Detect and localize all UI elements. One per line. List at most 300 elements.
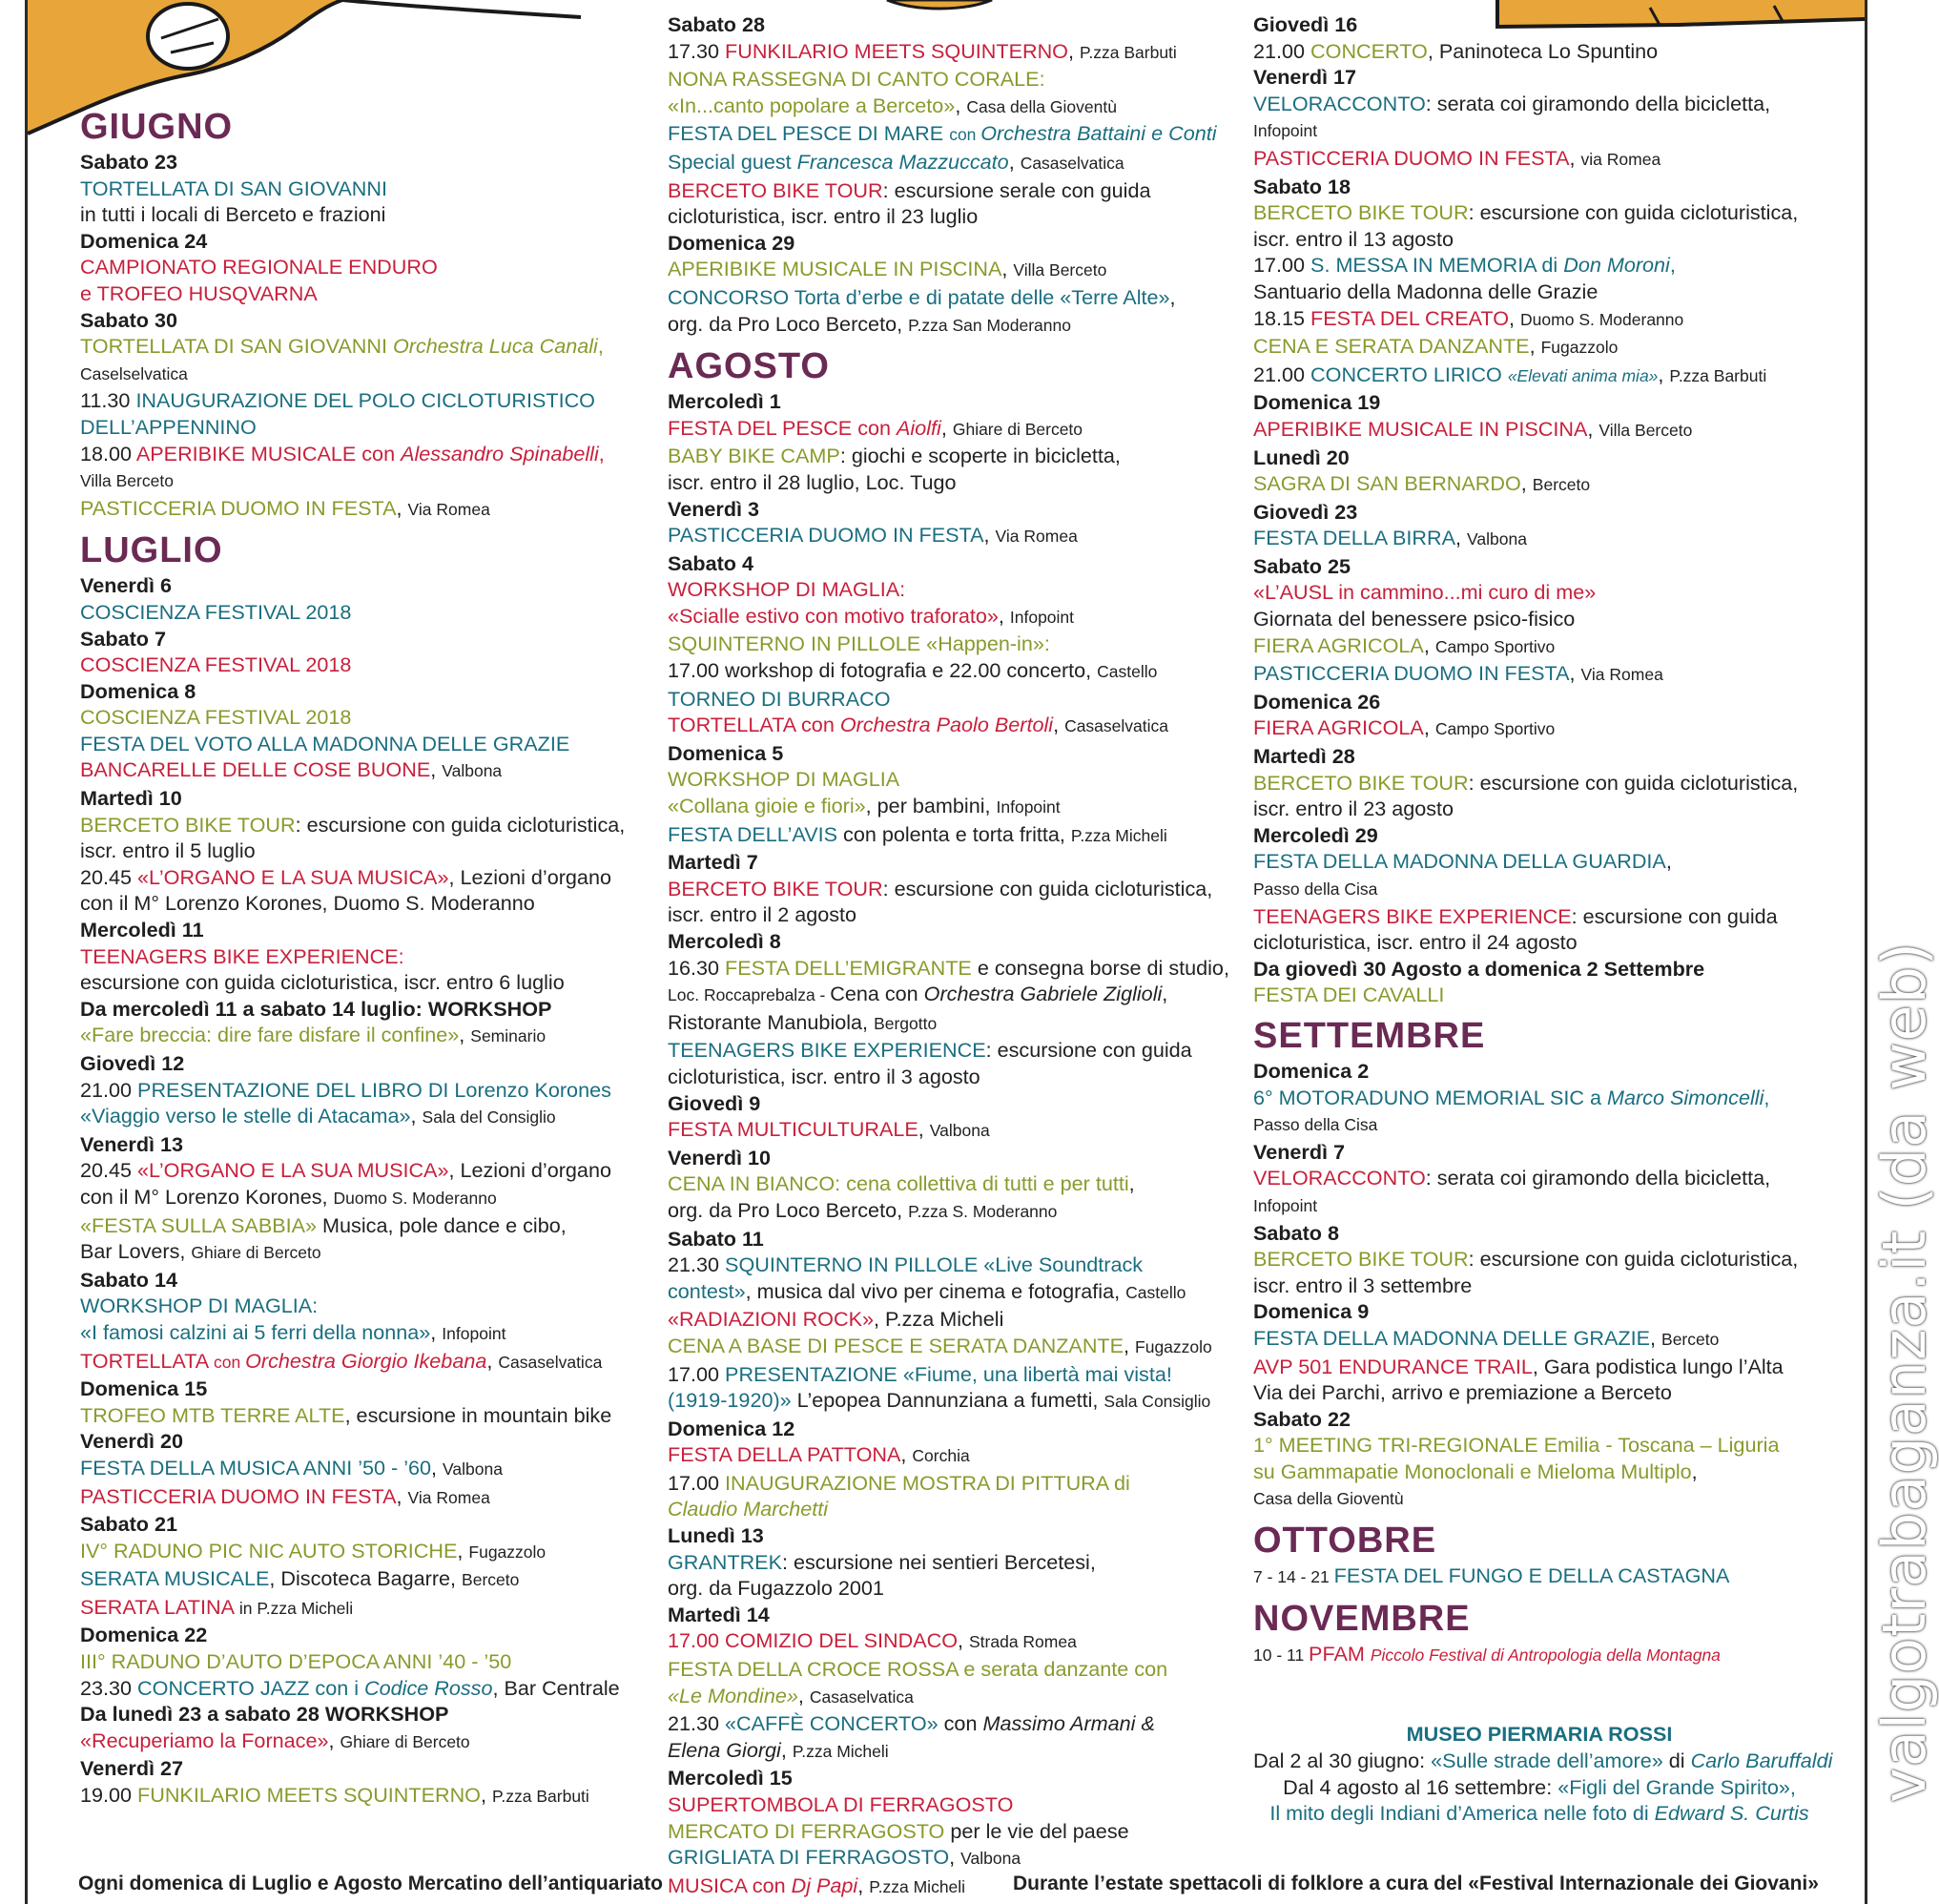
event-text: Castello (1097, 662, 1158, 682)
event-text: , (918, 1117, 930, 1142)
event-text: contest» (668, 1278, 746, 1303)
event-text: , (1423, 715, 1435, 740)
event-line (1253, 416, 1826, 445)
event-text: , (1008, 149, 1021, 174)
event-text: DELL’APPENNINO (80, 414, 257, 439)
event-date: Domenica 15 (80, 1376, 208, 1401)
event-line (668, 1009, 1240, 1038)
event-text: «FESTA SULLA SABBIA» (80, 1212, 318, 1237)
event-text: CONCERTO (1310, 38, 1428, 63)
event-text: : escursione con guida (985, 1038, 1192, 1063)
event-date: Venerdì 20 (80, 1429, 184, 1454)
event-text: P.zza Micheli (1070, 825, 1167, 845)
event-text: FUNKILARIO MEETS SQUINTERNO (725, 38, 1068, 63)
event-text: Aiolfi (897, 415, 941, 440)
event-line (668, 1170, 1240, 1197)
event-text: , (955, 93, 967, 117)
event-text: Casaselvatica (498, 1352, 603, 1372)
event-text: APERIBIKE MUSICALE IN PISCINA (1253, 416, 1588, 441)
event-text: FESTA DELLA CROCE ROSSA e serata danzante con (668, 1657, 1168, 1682)
event-text: Duomo S. Moderanno (1520, 309, 1684, 329)
event-line (668, 1037, 1240, 1064)
event-text: in P.zza Micheli (235, 1598, 354, 1618)
event-line (668, 66, 1240, 93)
event-text: , (396, 1483, 408, 1508)
event-line (80, 599, 652, 626)
event-text: , (1001, 257, 1014, 281)
event-text: Passo della Cisa (1253, 1115, 1378, 1135)
event-text: 1° MEETING TRI-REGIONALE Emilia - Toscana – Liguria (1253, 1433, 1780, 1458)
event-line (80, 731, 652, 757)
event-text: Alessandro Spinabelli (401, 441, 599, 466)
event-line (1253, 1354, 1826, 1380)
event-text: , (1455, 526, 1468, 550)
event-text: TORTELLATA (80, 1348, 215, 1373)
event-line (80, 838, 652, 864)
event-date: Mercoledì 29 (1253, 822, 1378, 847)
event-text: «Viaggio verso le stelle di Atacama» (80, 1104, 411, 1128)
event-text: TEENAGERS BIKE EXPERIENCE (1253, 903, 1572, 928)
event-text: Dal 2 al 30 giugno: (1253, 1749, 1432, 1773)
event-text: , (430, 1319, 443, 1344)
event-text: , Lezioni d’organo (448, 1158, 611, 1183)
event-text: org. da Pro Loco Berceto, (668, 1197, 909, 1222)
event-line (668, 1470, 1240, 1497)
event-text: Piccolo Festival di Antropologia della Montagna (1370, 1645, 1721, 1665)
event-text: , (457, 1538, 469, 1563)
event-text: Caselselvatica (80, 363, 188, 383)
event-text: , (1650, 1325, 1662, 1350)
event-text: Villa Berceto (80, 471, 174, 491)
event-text: Duomo S. Moderanno (333, 1188, 497, 1208)
event-line (668, 821, 1240, 850)
event-text: Santuario della Madonna delle Grazie (1253, 279, 1599, 303)
event-line (1253, 145, 1826, 174)
event-line (80, 756, 652, 785)
event-text: Loc. Roccaprebalza - (668, 985, 831, 1005)
event-date: Venerdì 13 (80, 1131, 184, 1156)
event-line (668, 1278, 1240, 1307)
event-line (80, 414, 652, 441)
event-line (668, 1306, 1240, 1333)
month-heading: AGOSTO (668, 346, 830, 387)
event-text: «Figli del Grande Spirito», (1557, 1774, 1796, 1799)
event-text: BERCETO BIKE TOUR (1253, 1247, 1469, 1272)
event-text: MERCATO DI FERRAGOSTO (668, 1818, 945, 1843)
event-line (1253, 362, 1826, 390)
event-date: Mercoledì 1 (668, 389, 781, 414)
event-line (80, 1483, 652, 1512)
event-line (668, 576, 1240, 603)
event-text: Orchestra Luca Canali (393, 334, 598, 359)
event-line (1253, 1273, 1826, 1299)
event-line (668, 443, 1240, 469)
event-line (668, 603, 1240, 631)
event-text: III° RADUNO D’AUTO D’EPOCA ANNI ’40 - ’50 (80, 1649, 512, 1674)
event-text: , (480, 1783, 492, 1808)
event-text: iscr. entro il 23 agosto (1253, 797, 1454, 821)
event-text: FIERA AGRICOLA (1253, 715, 1424, 740)
event-text: TEENAGERS BIKE EXPERIENCE (668, 1038, 986, 1063)
event-date: Venerdì 10 (668, 1145, 772, 1169)
event-text: Orchestra Giorgio Ikebana (245, 1348, 487, 1373)
event-text: P.zza Barbuti (1079, 42, 1177, 62)
watermark: valgotrabaganza.it (da web) (1869, 941, 1939, 1803)
event-date: Domenica 19 (1253, 390, 1381, 415)
event-line (80, 1348, 652, 1376)
event-text: escursione con guida cicloturistica, iscr. entro 6 luglio (80, 970, 565, 995)
event-text: , (940, 415, 953, 440)
event-text: 20.45 (80, 1158, 138, 1183)
event-text: FESTA DELLA MADONNA DELLA GUARDIA (1253, 849, 1666, 874)
event-line (80, 1293, 652, 1319)
event-line (1253, 333, 1826, 362)
event-line (80, 864, 652, 891)
event-text: Special guest (668, 149, 797, 174)
event-date: Giovedì 9 (668, 1090, 761, 1115)
event-text: «L’AUSL in cammino...mi curo di me» (1253, 580, 1597, 605)
column-3 (1253, 11, 1833, 1827)
event-line (1253, 579, 1826, 606)
event-line (668, 177, 1240, 204)
event-text: , (1658, 362, 1670, 386)
event-text: PFAM (1309, 1641, 1371, 1666)
event-line (668, 1844, 1240, 1873)
event-text: CENA E SERATA DANZANTE (1253, 334, 1530, 359)
event-date: Venerdì 3 (668, 496, 760, 521)
event-date: Da mercoledì 11 a sabato 14 luglio: WORKSHOP (80, 996, 552, 1021)
event-text: , (1423, 632, 1435, 657)
event-text: PASTICCERIA DUOMO IN FESTA (1253, 145, 1570, 170)
event-text: , (1569, 661, 1581, 686)
event-text: Musica, pole dance e cibo, (317, 1212, 567, 1237)
event-text: Via Romea (995, 527, 1078, 547)
event-date: Giovedì 12 (80, 1051, 185, 1075)
event-line (668, 1737, 1240, 1766)
event-text: org. da Fugazzolo 2001 (668, 1576, 884, 1601)
event-date: Domenica 22 (80, 1623, 208, 1647)
event-text: «L’ORGANO E LA SUA MUSICA» (137, 864, 449, 889)
event-text: «Collana gioie e fiori» (668, 794, 866, 818)
event-text: 21.00 (1253, 362, 1311, 386)
event-line (80, 969, 652, 996)
event-text: PRESENTAZIONE DEL LIBRO DI Lorenzo Korones (137, 1077, 611, 1102)
event-line (1253, 796, 1826, 822)
event-line (80, 890, 652, 917)
event-text: BERCETO BIKE TOUR (80, 812, 296, 837)
event-text: MUSEO PIERMARIA ROSSI (1406, 1722, 1673, 1747)
event-date: Sabato 7 (80, 626, 167, 651)
event-line (1253, 38, 1826, 65)
event-line (668, 1627, 1240, 1656)
event-line (668, 1361, 1240, 1388)
event-text: CONCERTO JAZZ con i (137, 1675, 365, 1700)
event-text: 23.30 (80, 1675, 138, 1700)
event-text: , Bar Centrale (492, 1675, 620, 1700)
event-text: «CAFFÈ CONCERTO» (725, 1711, 939, 1736)
event-date: Venerdì 17 (1253, 65, 1357, 90)
event-date: Lunedì 20 (1253, 445, 1350, 469)
event-text: con (214, 1352, 246, 1372)
event-line (80, 1565, 652, 1594)
event-text: BERCETO BIKE TOUR (668, 876, 883, 900)
event-text: : escursione con guida cicloturistica, (295, 812, 626, 837)
event-date: Lunedì 13 (668, 1523, 764, 1548)
event-text: FESTA DEL CREATO (1310, 305, 1510, 330)
event-text: 17.00 (668, 1361, 726, 1386)
column-2 (668, 11, 1240, 1900)
event-line (1253, 770, 1826, 797)
event-date: Sabato 23 (80, 150, 178, 174)
event-text: , (1124, 1333, 1136, 1357)
event-text: Dj Papi (791, 1873, 858, 1897)
event-line (668, 203, 1240, 230)
event-text: iscr. entro il 13 agosto (1253, 226, 1454, 251)
event-text: : escursione con guida cicloturistica, (1468, 770, 1799, 795)
event-line (1253, 1641, 1826, 1669)
event-text: , (998, 603, 1010, 628)
event-text: COSCIENZA FESTIVAL 2018 (80, 599, 352, 624)
event-line (668, 1252, 1240, 1278)
event-text: CENA IN BIANCO: cena collettiva di tutti e per tutti (668, 1171, 1129, 1196)
event-date: Sabato 18 (1253, 174, 1351, 198)
event-text: Via dei Parchi, arrivo e premiazione a Berceto (1253, 1380, 1672, 1405)
museum-line (1253, 1800, 1826, 1827)
event-text: TORTELLATA DI SAN GIOVANNI (80, 334, 393, 359)
event-text: , Paninoteca Lo Spuntino (1427, 38, 1659, 63)
event-text: AVP 501 ENDURANCE TRAIL (1253, 1354, 1533, 1378)
event-line (1253, 116, 1826, 145)
event-text: via Romea (1580, 149, 1661, 169)
event-text: : escursione nei sentieri Bercetesi, (781, 1549, 1096, 1574)
event-text: : escursione con guida cicloturistica, (1468, 1247, 1799, 1272)
event-line (80, 441, 652, 467)
event-line (80, 652, 652, 678)
event-text: Orchestra Battaini e Conti (980, 121, 1217, 146)
event-line (668, 631, 1240, 657)
event-text: : serata coi giramondo della bicicletta, (1425, 91, 1771, 115)
event-text: P.zza Barbuti (491, 1787, 589, 1807)
event-text: iscr. entro il 5 luglio (80, 838, 256, 863)
event-text: (1919-1920)» (668, 1388, 792, 1413)
event-text: GRANTREK (668, 1549, 782, 1574)
event-text: WORKSHOP DI MAGLIA (668, 767, 900, 792)
event-text: 20.45 (80, 864, 138, 889)
event-text: di (1662, 1749, 1691, 1773)
event-text: FESTA DELLA MADONNA DELLE GRAZIE (1253, 1325, 1651, 1350)
event-line (80, 943, 652, 970)
event-line (668, 149, 1240, 177)
event-line (668, 1064, 1240, 1090)
event-text: TORTELLATA con (668, 713, 840, 737)
event-text: Fugazzolo (468, 1542, 547, 1562)
event-text: Orchestra Gabriele Ziglioli (923, 982, 1163, 1006)
event-line (80, 466, 652, 495)
event-line (668, 311, 1240, 340)
event-date: Mercoledì 15 (668, 1766, 793, 1790)
event-text: CONCORSO Torta d’erbe e di patate delle «Terre Alte» (668, 284, 1170, 309)
event-date: Martedì 7 (668, 850, 758, 875)
event-text: Via Romea (407, 499, 490, 519)
event-date: Martedì 14 (668, 1602, 770, 1626)
event-line (1253, 714, 1826, 743)
event-line (1253, 199, 1826, 226)
event-text: Casaselvatica (1064, 716, 1169, 736)
month-heading: GIUGNO (80, 107, 234, 147)
event-text: 7 - 14 - 21 (1253, 1567, 1334, 1587)
event-line (80, 1238, 652, 1267)
spacer (1253, 1668, 1826, 1695)
event-text: SUPERTOMBOLA DI FERRAGOSTO (668, 1792, 1014, 1816)
event-date: Mercoledì 11 (80, 918, 204, 942)
event-date: Domenica 2 (1253, 1058, 1370, 1083)
event-line (668, 1496, 1240, 1522)
event-text: Bergotto (874, 1013, 938, 1033)
event-text: L’epopea Dannunziana a fumetti, (791, 1388, 1104, 1413)
event-text: 17.30 (668, 38, 726, 63)
event-text: Castello (1125, 1282, 1186, 1302)
event-text: cicloturistica, iscr. entro il 3 agosto (668, 1064, 980, 1088)
event-date: Giovedì 16 (1253, 12, 1358, 36)
event-text: , (598, 441, 605, 466)
event-date: Venerdì 27 (80, 1756, 184, 1781)
event-line (668, 120, 1240, 149)
event-text: Berceto (462, 1570, 520, 1590)
event-text: , (1569, 145, 1581, 170)
event-line (1253, 1325, 1826, 1354)
event-text: APERIBIKE MUSICALE IN PISCINA (668, 257, 1002, 281)
event-text: Passo della Cisa (1253, 880, 1378, 899)
event-line (80, 1022, 652, 1050)
event-line (1253, 929, 1826, 956)
event-text: BABY BIKE CAMP (668, 444, 840, 468)
footer-right: Durante l’estate spettacoli di folklore a cura del «Festival Internazionale dei Giovani» (1013, 1873, 1819, 1894)
event-line (668, 1197, 1240, 1226)
event-line (668, 901, 1240, 928)
event-text: : escursione con guida cicloturistica, (1468, 200, 1799, 225)
event-text: 17.00 (668, 1470, 726, 1495)
event-text: 10 - 11 (1253, 1645, 1310, 1665)
event-text: , (780, 1737, 793, 1762)
event-line (1253, 632, 1826, 661)
event-date: Da giovedì 30 Agosto a domenica 2 Settembre (1253, 956, 1705, 981)
event-text: Valbona (1467, 529, 1527, 549)
event-line (1253, 606, 1826, 632)
event-line (668, 1710, 1240, 1737)
event-text: Infopoint (1253, 1195, 1318, 1215)
event-text: INAUGURAZIONE DEL POLO CICLOTURISTICO (135, 388, 595, 413)
event-text: «Recuperiamo la Fornace» (80, 1728, 329, 1752)
event-line (668, 415, 1240, 444)
event-text: FIERA AGRICOLA (1253, 632, 1424, 657)
event-date: Sabato 25 (1253, 553, 1351, 578)
event-text: Valbona (443, 1459, 503, 1479)
event-text: «I famosi calzini ai 5 ferri della nonna» (80, 1319, 431, 1344)
event-line (668, 1387, 1240, 1416)
event-line (668, 712, 1240, 740)
event-line (1253, 525, 1826, 553)
event-date: Domenica 24 (80, 228, 208, 253)
event-line (668, 1683, 1240, 1711)
event-text: 17.00 (1253, 253, 1311, 278)
event-text: BANCARELLE DELLE COSE BUONE (80, 757, 431, 782)
event-line (80, 1538, 652, 1566)
event-text: 19.00 (80, 1783, 138, 1808)
event-text: SQUINTERNO IN PILLOLE «Live Soundtrack (725, 1252, 1144, 1277)
event-text: GRIGLIATA DI FERRAGOSTO (668, 1845, 950, 1870)
event-text: , (1128, 1171, 1135, 1196)
event-line (80, 387, 652, 414)
event-line (80, 1782, 652, 1811)
event-text: , (983, 523, 996, 548)
event-text: , (1691, 1459, 1698, 1483)
event-text: : giochi e scoperte in bicicletta, (839, 444, 1121, 468)
event-line (1253, 1459, 1826, 1485)
event-text: Infopoint (1253, 121, 1318, 141)
event-line (1253, 470, 1826, 499)
event-text: «Fare breccia: dire fare disfare il confine» (80, 1023, 460, 1047)
event-line (80, 1402, 652, 1429)
event-date: Da lunedì 23 a sabato 28 WORKSHOP (80, 1702, 449, 1727)
event-date: Domenica 12 (668, 1416, 795, 1440)
event-line (1253, 91, 1826, 117)
event-text: con il M° Lorenzo Korones, (80, 1184, 334, 1209)
event-text: P.zza Micheli (792, 1741, 889, 1761)
event-text: FESTA DELLA BIRRA (1253, 526, 1456, 550)
event-text: PASTICCERIA DUOMO IN FESTA (668, 523, 984, 548)
event-date: Domenica 5 (668, 740, 784, 765)
event-text: VELORACCONTO (1253, 91, 1426, 115)
event-line (1253, 1191, 1826, 1220)
event-text: , (1067, 38, 1080, 63)
event-text: Ghiare di Berceto (191, 1243, 321, 1263)
event-date: Sabato 4 (668, 550, 754, 575)
event-text: Marco Simoncelli (1606, 1085, 1764, 1109)
event-text: TROFEO MTB TERRE ALTE (80, 1402, 345, 1427)
event-text: Fugazzolo (1540, 338, 1619, 358)
event-text: BERCETO BIKE TOUR (1253, 770, 1469, 795)
event-date: Domenica 29 (668, 230, 795, 255)
event-line (668, 38, 1240, 67)
event-line (80, 1594, 652, 1623)
event-text: , (328, 1728, 340, 1752)
event-text: , (900, 1442, 913, 1467)
month-heading: SETTEMBRE (1253, 1015, 1486, 1056)
event-line (1253, 305, 1826, 334)
event-text: Ristorante Manubiola, (668, 1009, 875, 1034)
event-date: Sabato 11 (668, 1226, 764, 1251)
event-text: , (949, 1845, 961, 1870)
event-text: FESTA DELL’EMIGRANTE (725, 955, 972, 980)
event-text: , per bambini, (865, 794, 997, 818)
month-heading: LUGLIO (80, 530, 223, 571)
event-text: Valbona (960, 1849, 1021, 1869)
event-text: , escursione in mountain bike (344, 1402, 612, 1427)
event-line (1253, 1110, 1826, 1139)
event-text: TORNEO DI BURRACO (668, 686, 891, 711)
event-line (80, 1648, 652, 1675)
event-text: Carlo Baruffaldi (1690, 1749, 1833, 1773)
event-line (668, 793, 1240, 821)
event-line (1253, 1484, 1826, 1513)
event-date: Sabato 21 (80, 1512, 178, 1537)
event-text: , (431, 1455, 443, 1480)
event-line (80, 1157, 652, 1184)
event-line (1253, 226, 1826, 253)
event-line (80, 704, 652, 731)
event-text: Seminario (470, 1026, 547, 1046)
event-text: Via Romea (407, 1487, 490, 1507)
